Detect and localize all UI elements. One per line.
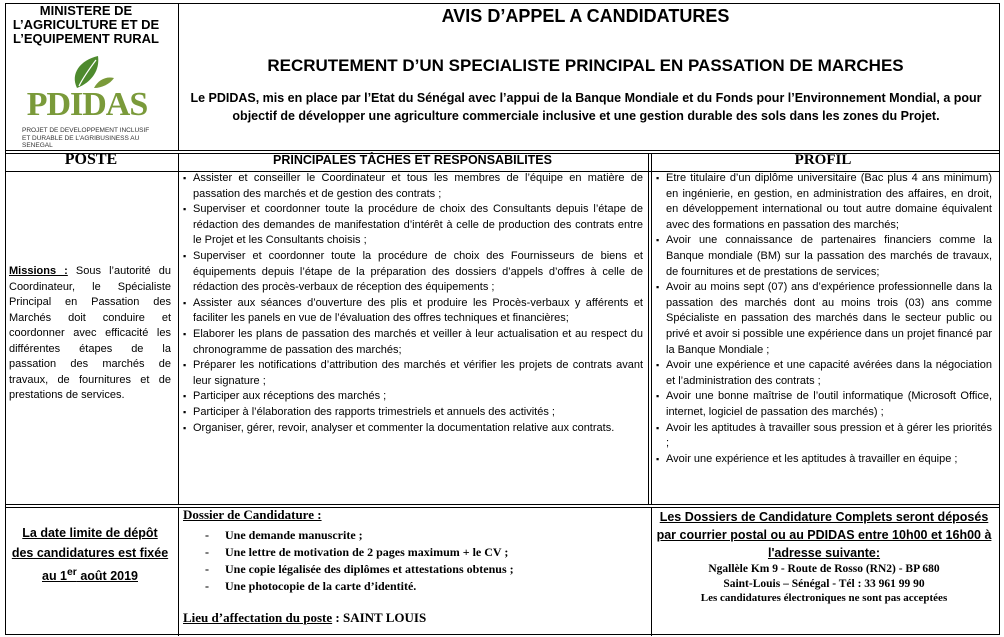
logo-subtitle: PROJET DE DEVELOPPEMENT INCLUSIF ET DURABLE DE L’AGRIBUSINESS AU SENEGAL xyxy=(22,127,150,149)
missions-label: Missions : xyxy=(9,265,68,277)
submission-instructions: Les Dossiers de Candidature Complets seront déposés par courrier postal ou au PDIDAS entre 10h00 et 16h00 à l'adresse suivante: xyxy=(656,510,992,560)
missions-body: Sous l’autorité du Coordinateur, le Spécialiste Principal en Passation des Marchés doit conduire et coordonner avec efficacité les différentes étapes de la passation des marchés de travaux, de fournitures et de prestations de services. xyxy=(9,265,171,401)
page-subtitle: RECRUTEMENT D’UN SPECIALISTE PRINCIPAL EN PASSATION DE MARCHES xyxy=(267,56,904,75)
divider xyxy=(6,504,999,505)
lieu-label: Lieu d’affectation du poste xyxy=(183,610,333,625)
list-item: ▪ Avoir une expérience et les aptitudes à travailler en équipe ; xyxy=(656,452,992,468)
list-item: ▪ Préparer les notifications d’attribution des marchés et vérifier les projets de contrats avant leur signature ; xyxy=(183,358,643,389)
divider xyxy=(648,153,649,504)
ministry-name: MINISTERE DE L’AGRICULTURE ET DE L’EQUIPEMENT RURAL xyxy=(12,3,160,46)
list-item: ▪ Participer aux réceptions des marchés ; xyxy=(183,389,643,405)
divider xyxy=(178,507,179,636)
logo-wordmark: PDIDAS xyxy=(26,86,148,123)
list-item: - Une lettre de motivation de 2 pages maximum + le CV ; xyxy=(183,544,643,561)
list-item: ▪ Superviser et coordonner toute la procédure de choix des Consultants depuis l’étape de rédaction des demandes de manifestation d’intérêt à celle de production des contrats entre le Projet et les Consultants choisis ; xyxy=(183,202,643,249)
posting-location xyxy=(183,610,426,626)
list-item: ▪ Avoir une bonne maîtrise de l’outil informatique (Microsoft Office, internet, logiciel de passation des marchés) ; xyxy=(656,389,992,420)
dossier-list xyxy=(183,527,643,595)
list-item: ▪ Avoir au moins sept (07) ans d’expérience professionnelle dans la passation des marchés dont au moins trois (03) ans comme Spécialiste en passation des marchés dans le secteur public ou privé et avoir si possible une expérience dans un projet financé par la Banque Mondiale ; xyxy=(656,280,992,358)
list-item: ▪ Avoir une expérience et une capacité avérées dans la négociation et l’administration des contrats ; xyxy=(656,358,992,389)
list-item: ▪ Elaborer les plans de passation des marchés et veiller à leur actualisation et au respect du chronogramme de passation des marchés; xyxy=(183,327,643,358)
deadline-sup: er xyxy=(67,567,77,578)
submission-contact: Saint-Louis – Sénégal - Tél : 33 961 99 90 xyxy=(723,578,925,590)
intro-paragraph: Le PDIDAS, mis en place par l’Etat du Sénégal avec l’appui de la Banque Mondiale et du Fonds pour l’Environnement Mondial, a pour objectif de développer une agriculture commerciale inclusive et une gestion durable des sols dans les zones du Projet. xyxy=(190,91,982,123)
deadline-date: août 2019 xyxy=(76,569,138,584)
deadline-text xyxy=(10,523,170,586)
column-header-profil: PROFIL xyxy=(794,152,852,168)
list-item: - Une demande manuscrite ; xyxy=(183,527,643,544)
list-item: ▪ Avoir une connaissance de partenaires financiers comme la Banque mondiale (BM) sur la passation des marchés de travaux, de fournitures et de prestations de services; xyxy=(656,233,992,280)
list-item: ▪ Superviser et coordonner toute la procédure de choix des Fournisseurs de biens et équipements depuis l’étape de la préparation des dossiers d’appels d’offres à celle de rédaction des procès-verbaux de réception des équipements ; xyxy=(183,249,643,296)
page-title: AVIS D’APPEL A CANDIDATURES xyxy=(441,6,730,26)
missions-text xyxy=(9,264,171,404)
lieu-value: : SAINT LOUIS xyxy=(332,610,427,625)
column-header-poste: POSTE xyxy=(64,151,118,168)
pdidas-logo xyxy=(22,52,152,149)
submission-note: Les candidatures électroniques ne sont pas acceptées xyxy=(700,592,948,604)
column-header-taches: PRINCIPALES TÂCHES ET RESPONSABILITES xyxy=(273,153,552,167)
profil-list xyxy=(656,171,992,467)
list-item: - Une photocopie de la carte d’identité. xyxy=(183,578,643,595)
list-item: ▪ Assister et conseiller le Coordinateur et tous les membres de l’équipe en matière de passation des marchés et de gestion des contrats ; xyxy=(183,171,643,202)
divider xyxy=(178,153,179,504)
dossier-section xyxy=(183,507,643,595)
list-item: ▪ Etre titulaire d’un diplôme universitaire (Bac plus 4 ans minimum) en ingénierie, en gestion, en administration des affaires, en droit, en développement international ou tout autre domaine équivalent avec des formations en passation des marchés; xyxy=(656,171,992,233)
list-item: ▪ Assister aux séances d’ouverture des plis et produire les Procès-verbaux y afférents et faciliter les panels en vue de l’évaluation des offres techniques et financières; xyxy=(183,296,643,327)
tasks-list xyxy=(183,171,643,436)
deadline-label: La date limite de dépôt des candidatures est fixée au 1 xyxy=(11,526,169,584)
list-item: ▪ Organiser, gérer, revoir, analyser et commenter la documentation relative aux contrats. xyxy=(183,421,643,437)
divider xyxy=(651,153,652,504)
submission-address: Ngallèle Km 9 - Route de Rosso (RN2) - BP 680 xyxy=(708,563,940,575)
submission-info xyxy=(652,508,996,605)
list-item: ▪ Participer à l’élaboration des rapports trimestriels et annuels des activités ; xyxy=(183,405,643,421)
list-item: ▪ Avoir les aptitudes à travailler sous pression et à gérer les priorités ; xyxy=(656,421,992,452)
dossier-title: Dossier de Candidature : xyxy=(183,507,322,522)
list-item: - Une copie légalisée des diplômes et attestations obtenus ; xyxy=(183,561,643,578)
